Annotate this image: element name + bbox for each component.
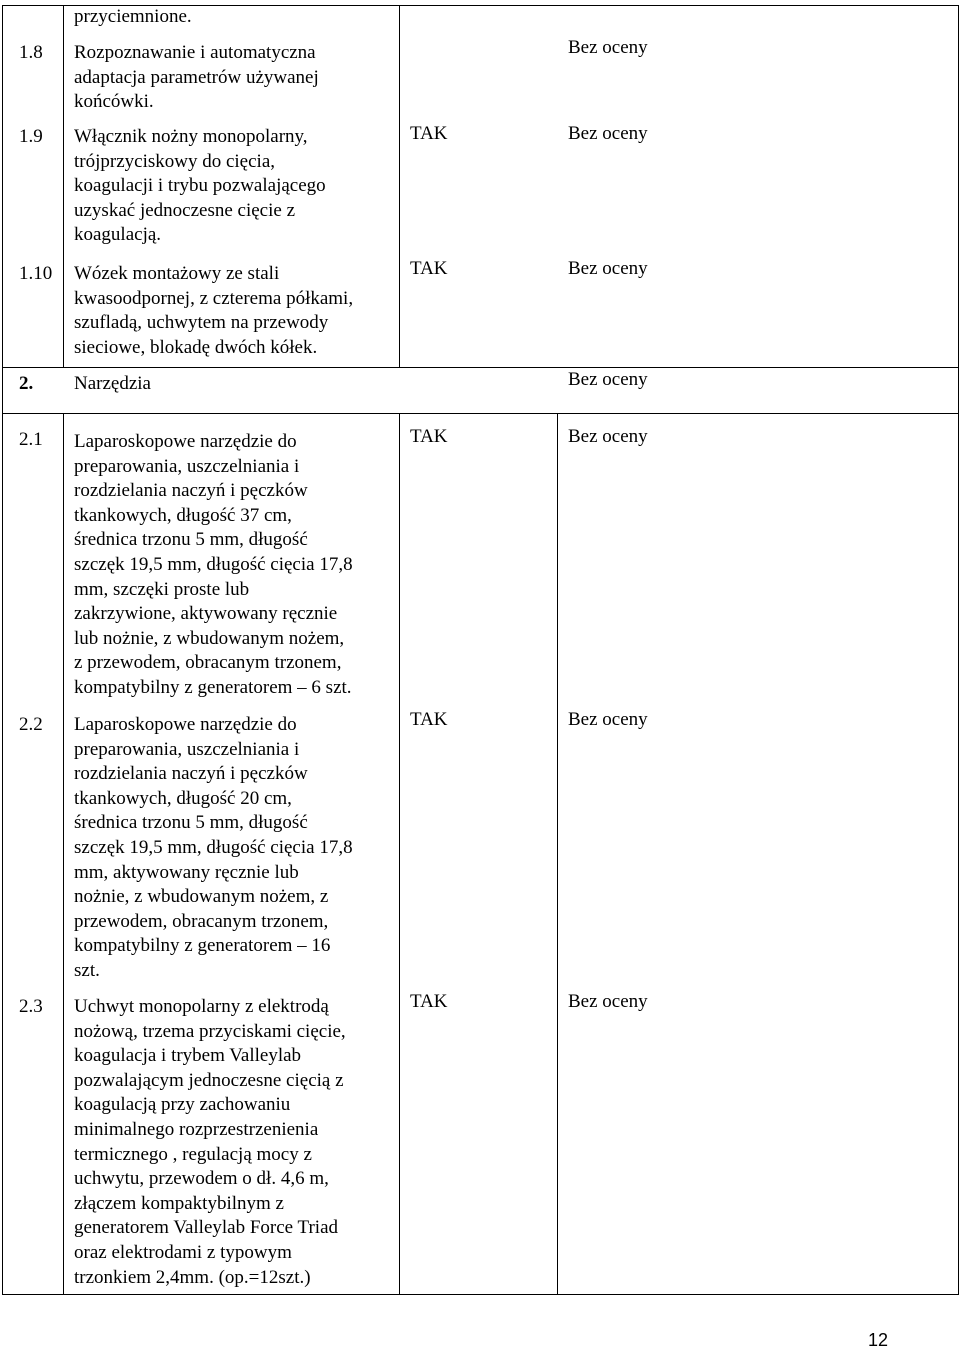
row-number: 2.1 — [19, 429, 43, 450]
row-tak: TAK — [410, 991, 448, 1012]
row-description: Wózek montażowy ze stali kwasoodpornej, z czterema półkami, szufladą, uchwytem na przewody sieciowe, blokadę dwóch kółek. — [74, 263, 354, 358]
table-border-left — [2, 5, 3, 1294]
section-title: Narzędzia — [74, 373, 151, 394]
row-description: Laparoskopowe narzędzie do preparowania, uszczelniania i rozdzielania naczyń i pęczków tkankowych, długość 37 cm, średnica trzonu 5 mm, długość szczęk 19,5 mm, długość cięcia 17,8 mm, szczęki proste lub zakrzywione, aktywowany ręcznie lub nożnie, z wbudowanym nożem, z przewodem, obracanym trzonem, kompatybilny z generatorem – 6 szt. — [74, 431, 353, 698]
row-number: 1.10 — [19, 263, 53, 284]
row-tak: TAK — [410, 258, 448, 279]
row-ocena: Bez oceny — [568, 426, 648, 447]
row-description: Włącznik nożny monopolarny, trójprzyciskowy do cięcia, koagulacji i trybu pozwalającego uzyskać jednoczesne cięcie z koagulacją. — [74, 126, 326, 246]
row-number: 2.3 — [19, 996, 43, 1017]
row-tak: TAK — [410, 123, 448, 144]
column-divider-desc — [399, 5, 400, 367]
section-number: 2. — [19, 373, 34, 394]
row-number: 1.9 — [19, 126, 43, 147]
row-tak: TAK — [410, 709, 448, 730]
row-description: Laparoskopowe narzędzie do preparowania, uszczelniania i rozdzielania naczyń i pęczków tkankowych, długość 20 cm, średnica trzonu 5 mm, długość szczęk 19,5 mm, długość cięcia 17,8 mm, aktywowany ręcznie lub nożnie, z wbudowanym nożem, z przewodem, obracanym trzonem, kompatybilny z generatorem – 16 szt. — [74, 714, 353, 981]
row-ocena: Bez oceny — [568, 258, 648, 279]
table-border-bottom — [2, 1294, 959, 1295]
row-ocena: Bez oceny — [568, 709, 648, 730]
column-divider-tak — [557, 413, 558, 1294]
column-divider-num — [63, 5, 64, 367]
row-fragment-text: przyciemnione. — [74, 6, 192, 27]
table-border-right — [958, 5, 959, 1294]
row-ocena: Bez oceny — [568, 123, 648, 144]
row-number: 2.2 — [19, 714, 43, 735]
row-ocena: Bez oceny — [568, 37, 648, 58]
row-divider-section-bottom — [2, 413, 959, 414]
row-tak: TAK — [410, 426, 448, 447]
row-ocena: Bez oceny — [568, 991, 648, 1012]
section-ocena: Bez oceny — [568, 369, 648, 390]
column-divider-desc-2 — [399, 413, 400, 1294]
page-number: 12 — [868, 1330, 889, 1350]
row-description: Uchwyt monopolarny z elektrodą nożową, trzema przyciskami cięcie, koagulacja i trybem Valleylab pozwalającym jednoczesne cięcią z koagulacją przy zachowaniu minimalnego rozprzestrzenienia termicznego , regulacją mocy z uchwytu, przewodem o dł. 4,6 m, złączem kompaktybilnym z generatorem Valleylab Force Triad oraz elektrodami z typowym trzonkiem 2,4mm. (op.=12szt.) — [74, 996, 346, 1288]
column-divider-num-2 — [63, 413, 64, 1294]
row-number: 1.8 — [19, 42, 43, 63]
row-description: Rozpoznawanie i automatyczna adaptacja parametrów używanej końcówki. — [74, 42, 319, 113]
row-divider-section-top — [2, 367, 959, 368]
